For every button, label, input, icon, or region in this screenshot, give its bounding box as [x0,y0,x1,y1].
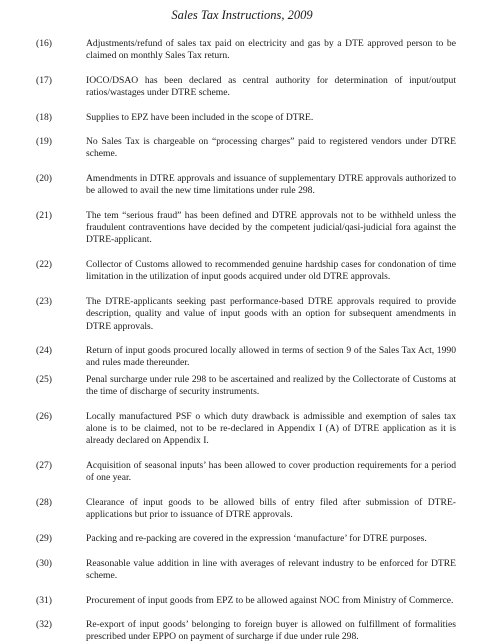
item-number: (27) [36,459,52,471]
item-text: Packing and re-packing are covered in the expression ‘manufacture’ for DTRE purposes. [86,533,427,545]
item-text: Amendments in DTRE approvals and issuance of supplementary DTRE approvals authorized to be allowed to avail the new time limitations under rule 298. [86,172,456,197]
item-number: (30) [36,557,52,569]
item-number: (26) [36,410,52,422]
list-item [36,411,456,448]
item-number: (32) [36,619,52,630]
item-number: (16) [36,38,52,49]
item-text: Procurement of input goods from EPZ to be allowed against NOC from Ministry of Commerce. [86,594,454,606]
item-number: (17) [36,74,52,86]
list-item [36,558,456,583]
item-text: Re-export of input goods’ belonging to foreign buyer is allowed on fulfillment of formalities prescribed under EPPO on payment of surcharge if due under rule 298. [86,619,456,643]
item-text: No Sales Tax is chargeable on “processing charges” paid to registered vendors under DTRE scheme. [86,136,456,160]
list-item [36,112,456,124]
list-item [36,460,456,485]
item-number: (18) [36,111,52,123]
list-item [36,345,456,370]
list-item [36,374,456,399]
item-number: (25) [36,373,52,385]
list-item [36,259,456,284]
item-text: The tem “serious fraud” has been defined and DTRE approvals not to be withheld unless the fraudulent contraventions have decided by the competent judicial/qasi-judicial fora against the DTRE-applicant. [86,209,456,246]
item-text: The DTRE-applicants seeking past performance-based DTRE approvals required to provide description, quality and value of input goods with an option for subsequent amendments in DTRE approvals. [86,295,456,332]
item-text: Supplies to EPZ have been included in the scope of DTRE. [86,111,314,123]
item-number: (29) [36,533,52,545]
item-text: Acquisition of seasonal inputs’ has been allowed to cover production requirements for a period of one year. [86,459,456,484]
list-item [36,136,456,161]
list-item [36,173,456,198]
list-item [36,38,456,63]
item-number: (20) [36,172,52,184]
page-header: Sales Tax Instructions, 2009 [171,8,313,22]
list-item [36,595,456,607]
item-number: (21) [36,209,52,221]
item-text: Adjustments/refund of sales tax paid on electricity and gas by a DTE approved person to be claimed on monthly Sales Tax return. [86,38,456,62]
item-text: Penal surcharge under rule 298 to be ascertained and realized by the Collectorate of Customs at the time of discharge of security instruments. [86,373,456,398]
item-number: (22) [36,258,52,270]
item-text: Clearance of input goods to be allowed bills of entry filed after submission of DTRE-applications but prior to issuance of DTRE approvals. [86,496,456,520]
item-text: Reasonable value addition in line with averages of relevant industry to be enforced for DTRE scheme. [86,557,456,582]
list-item [36,296,456,333]
item-number: (24) [36,344,52,356]
item-text: Collector of Customs allowed to recommended genuine hardship cases for condonation of time limitation in the utilization of input goods acquired under old DTRE approvals. [86,258,456,283]
item-number: (31) [36,594,52,606]
item-text: IOCO/DSAO has been declared as central authority for determination of input/output ratios/wastages under DTRE scheme. [86,74,456,99]
list-item [36,210,456,247]
list-item [36,497,456,522]
list-item [36,619,456,644]
item-text: Return of input goods procured locally allowed in terms of section 9 of the Sales Tax Act, 1990 and rules made thereunder. [86,344,456,369]
item-number: (19) [36,136,52,148]
item-text: Locally manufactured PSF o which duty drawback is admissible and exemption of sales tax alone is to be claimed, not to be re-declared in Appendix I (A) of DTRE application as it is already declared on Appendix I. [86,410,456,447]
item-number: (28) [36,496,52,508]
list-item [36,75,456,100]
instruction-list [36,38,456,644]
item-number: (23) [36,295,52,307]
list-item [36,533,456,545]
